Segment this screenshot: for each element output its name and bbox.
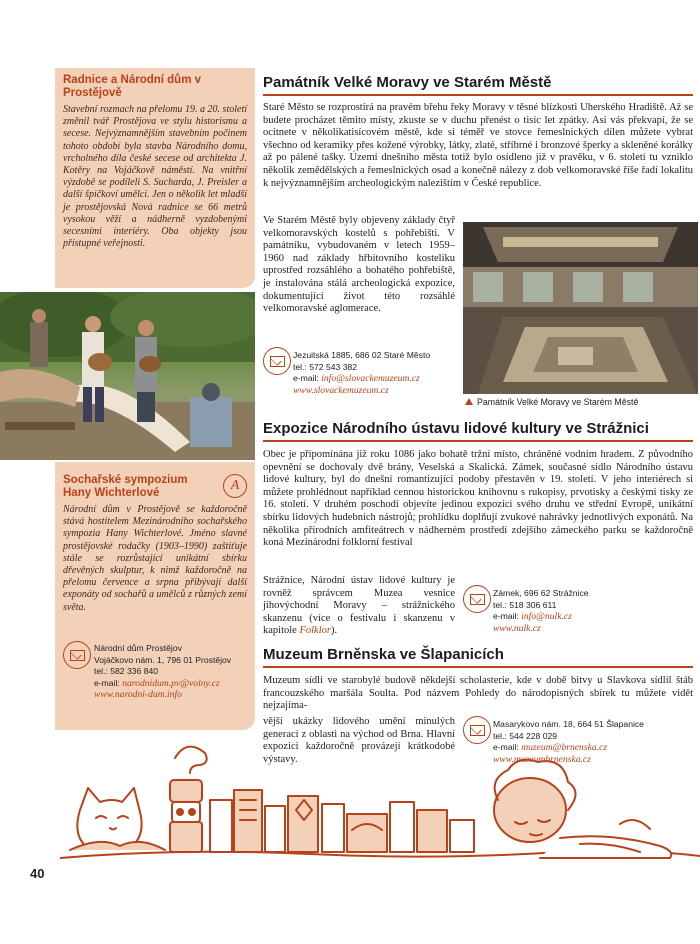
contact-narodni-dum bbox=[94, 643, 254, 701]
contact-email: e-mail: muzeum@brnenska.cz bbox=[493, 742, 608, 754]
section-text-velka-morava: Staré Město se rozprostírá na pravém břehu řeky Moravy v těsné blízkosti Uherského Hradiště. Až se budete procházet těmito místy, zkuste se v duchu přenést o tisíc let zpátky. Asi vás překvapí, že se ocitnete v několikatisícovém městě, kde si téměř ve stovce řemeslnických dílen můžete vybrat všechno od keramiky přes kožené výrobky, látky, zlaté, stříbrné i bronzové šperky a skleněné korálky až po pálené tašky. Území dnešního města totiž bylo osídleno již v pravěku, v 6. století tu vzniklo několik zemědělských a řemeslnických osad a konečně nálezy z dob velkomoravské říše řadí lokalitu k nejvýznamnějším archeologickým nalezištím v České republice. bbox=[263, 102, 693, 189]
triangle-icon bbox=[465, 398, 473, 405]
decorative-illustration bbox=[60, 740, 700, 870]
email-link[interactable]: muzeum@brnenska.cz bbox=[521, 742, 608, 754]
section-title-slapanice: Muzeum Brněnska ve Šlapanicích bbox=[263, 646, 504, 663]
contact-tel: tel.: 582 336 840 bbox=[94, 666, 159, 677]
contact-tel: tel.: 518 306 611 bbox=[493, 599, 557, 610]
sidebar-title-radnice: Radnice a Národní dům v Prostějově bbox=[63, 74, 202, 99]
email-link[interactable]: narodnidum.pv@volny.cz bbox=[122, 677, 220, 689]
web-link[interactable]: www.muzeumbrnenska.cz bbox=[493, 753, 591, 765]
envelope-icon bbox=[263, 347, 291, 375]
section-text-strainice-2: Strážnice, Národní ústav lidové kultury je rovněž správcem Muzea vesnice jihovýchodní Moravy – strážnického skanzenu (více o festivalu i skanzenu v kapitole Folklor). bbox=[263, 575, 455, 637]
sidebar-title-sympozium: Sochařské sympozium Hany Wichterlové bbox=[63, 474, 188, 499]
section-rule bbox=[263, 666, 693, 668]
contact-email: e-mail: info@nulk.cz bbox=[493, 611, 572, 623]
sidebar-text-radnice: Stavební rozmach na přelomu 19. a 20. století změnil tvář Prostějova ve stylu historismu a secese. Nejvýznamnějším stavebním počinem tohoto období byla stavba Národního domu, vrcholného díla české secese od architekta J. Kotěry na Vojáčkově náměstí. Na vnitřní výzdobě se podíleli S. Sucharda, J. Preisler a další špičkoví umělci. Jen o několik let mladší je prostějovská Nová radnice se 66 metrů vysokou věží a nádherně vyzdobenými secesními interiéry. Oba objekty jsou přístupné veřejnosti. bbox=[63, 104, 247, 250]
contact-name: Národní dům Prostějov bbox=[94, 643, 182, 653]
folklor-link[interactable]: Folklor bbox=[299, 625, 331, 637]
contact-strainice bbox=[493, 588, 693, 634]
pamatnik-photo-drawing bbox=[463, 222, 698, 394]
email-link[interactable]: info@slovackemuzeum.cz bbox=[321, 373, 420, 385]
web-link[interactable]: www.nulk.cz bbox=[493, 622, 541, 634]
section-rule bbox=[263, 94, 693, 96]
pamatnik-photo bbox=[463, 222, 698, 394]
contact-address: Masarykovo nám. 18, 664 51 Šlapanice bbox=[493, 719, 644, 729]
section-text-slapanice: Muzeum sídlí ve starobylé budově někdejší scholasterie, kde v době bitvy u Slavkova sídlil štáb francouzského maršála Soulta. Pod názvem Pohledy do národopisných sbírek tu můžete vidět nejzajíma- bbox=[263, 675, 693, 712]
page-number: 40 bbox=[30, 866, 45, 881]
contact-address: Jezuitská 1885, 686 02 Staré Město bbox=[293, 350, 431, 360]
photo-caption: Památník Velké Moravy ve Starém Městě bbox=[465, 397, 638, 407]
author-badge: A bbox=[223, 474, 247, 498]
contact-email: e-mail: info@slovackemuzeum.cz bbox=[293, 373, 420, 385]
envelope-icon bbox=[63, 641, 91, 669]
sculptors-photo-drawing bbox=[0, 292, 255, 460]
contact-email: e-mail: narodnidum.pv@volny.cz bbox=[94, 677, 220, 689]
section-text-slapanice-2: vější ukázky lidového umění minulých generací z oblasti na východ od Brna. Hlavní expozici každoročně provázejí krátkodobé výstavy. bbox=[263, 716, 455, 765]
section-rule bbox=[263, 440, 693, 442]
section-text-velka-morava-2: Ve Starém Městě byly objeveny základy čtyř velkomoravských kostelů s pohřebišti. V památníku, vybudovaném v letech 1959–1960 nad základy hřbitovního kostelíku uprostřed rozsáhlého a bohatého pohřebiště, je instalována stálá archeologická expozice, dokumentující život této rozsáhlé velkomoravské aglomerace. bbox=[263, 215, 455, 315]
web-link[interactable]: www.narodni-dum.info bbox=[94, 689, 182, 701]
envelope-icon bbox=[463, 585, 491, 613]
contact-tel: tel.: 572 543 382 bbox=[293, 361, 358, 372]
contact-address: Zámek, 696 62 Strážnice bbox=[493, 588, 589, 598]
contact-tel: tel.: 544 228 029 bbox=[493, 730, 558, 741]
contact-address: Vojáčkovo nám. 1, 796 01 Prostějov bbox=[94, 654, 232, 665]
contact-velka-morava bbox=[293, 350, 458, 396]
email-link[interactable]: info@nulk.cz bbox=[521, 611, 572, 623]
section-title-velka-morava: Památník Velké Moravy ve Starém Městě bbox=[263, 74, 552, 91]
web-link[interactable]: www.slovackemuzeum.cz bbox=[293, 384, 389, 396]
section-text-strainice: Obec je připomínána již roku 1086 jako bohatě tržní místo, chráněné vodním hradem. Z původního opevnění se dochovaly dvě brány, Veselská a Skalická. Zámek, současné sídlo Národního ústavu lidové kultury, byl do dnešní romantizující podoby přestavěn v 19. století. V jeho interiérech si můžete prohlédnout například cennou historickou knihovnu s rukopisy, prvotisky a českými tisky ze 16. století. V druhém poschodí objevíte jedinou expozici svého druhu ve střední Evropě, unikátní sbírku lidových hudebních nástrojů; prohlídku doplňují zvukové nahrávky jednotlivých exponátů. Na několika přírodních amfiteátrech v nádherném prostředí zdejšího zámeckého parku se každoročně koná Mezinárodní folklorní festival bbox=[263, 449, 693, 549]
section-title-strainice: Expozice Národního ústavu lidové kultury ve Strážnici bbox=[263, 420, 649, 437]
decorative-illustration-drawing bbox=[60, 740, 700, 870]
sculptors-photo bbox=[0, 292, 255, 460]
sidebar-text-sympozium: Národní dům v Prostějově se každoročně stává hostitelem Mezinárodního sochařského sympozia Hany Wichterlové. Jméno slavné prostějovské rodačky (1903–1990) zaštiťuje stále se rozrůstající unikátní sbírku dřevěných skulptur, k nimž každoročně na přelomu července a srpna přibývají další exponáty od sochařů a umělců z různých zemí světa. bbox=[63, 504, 247, 613]
